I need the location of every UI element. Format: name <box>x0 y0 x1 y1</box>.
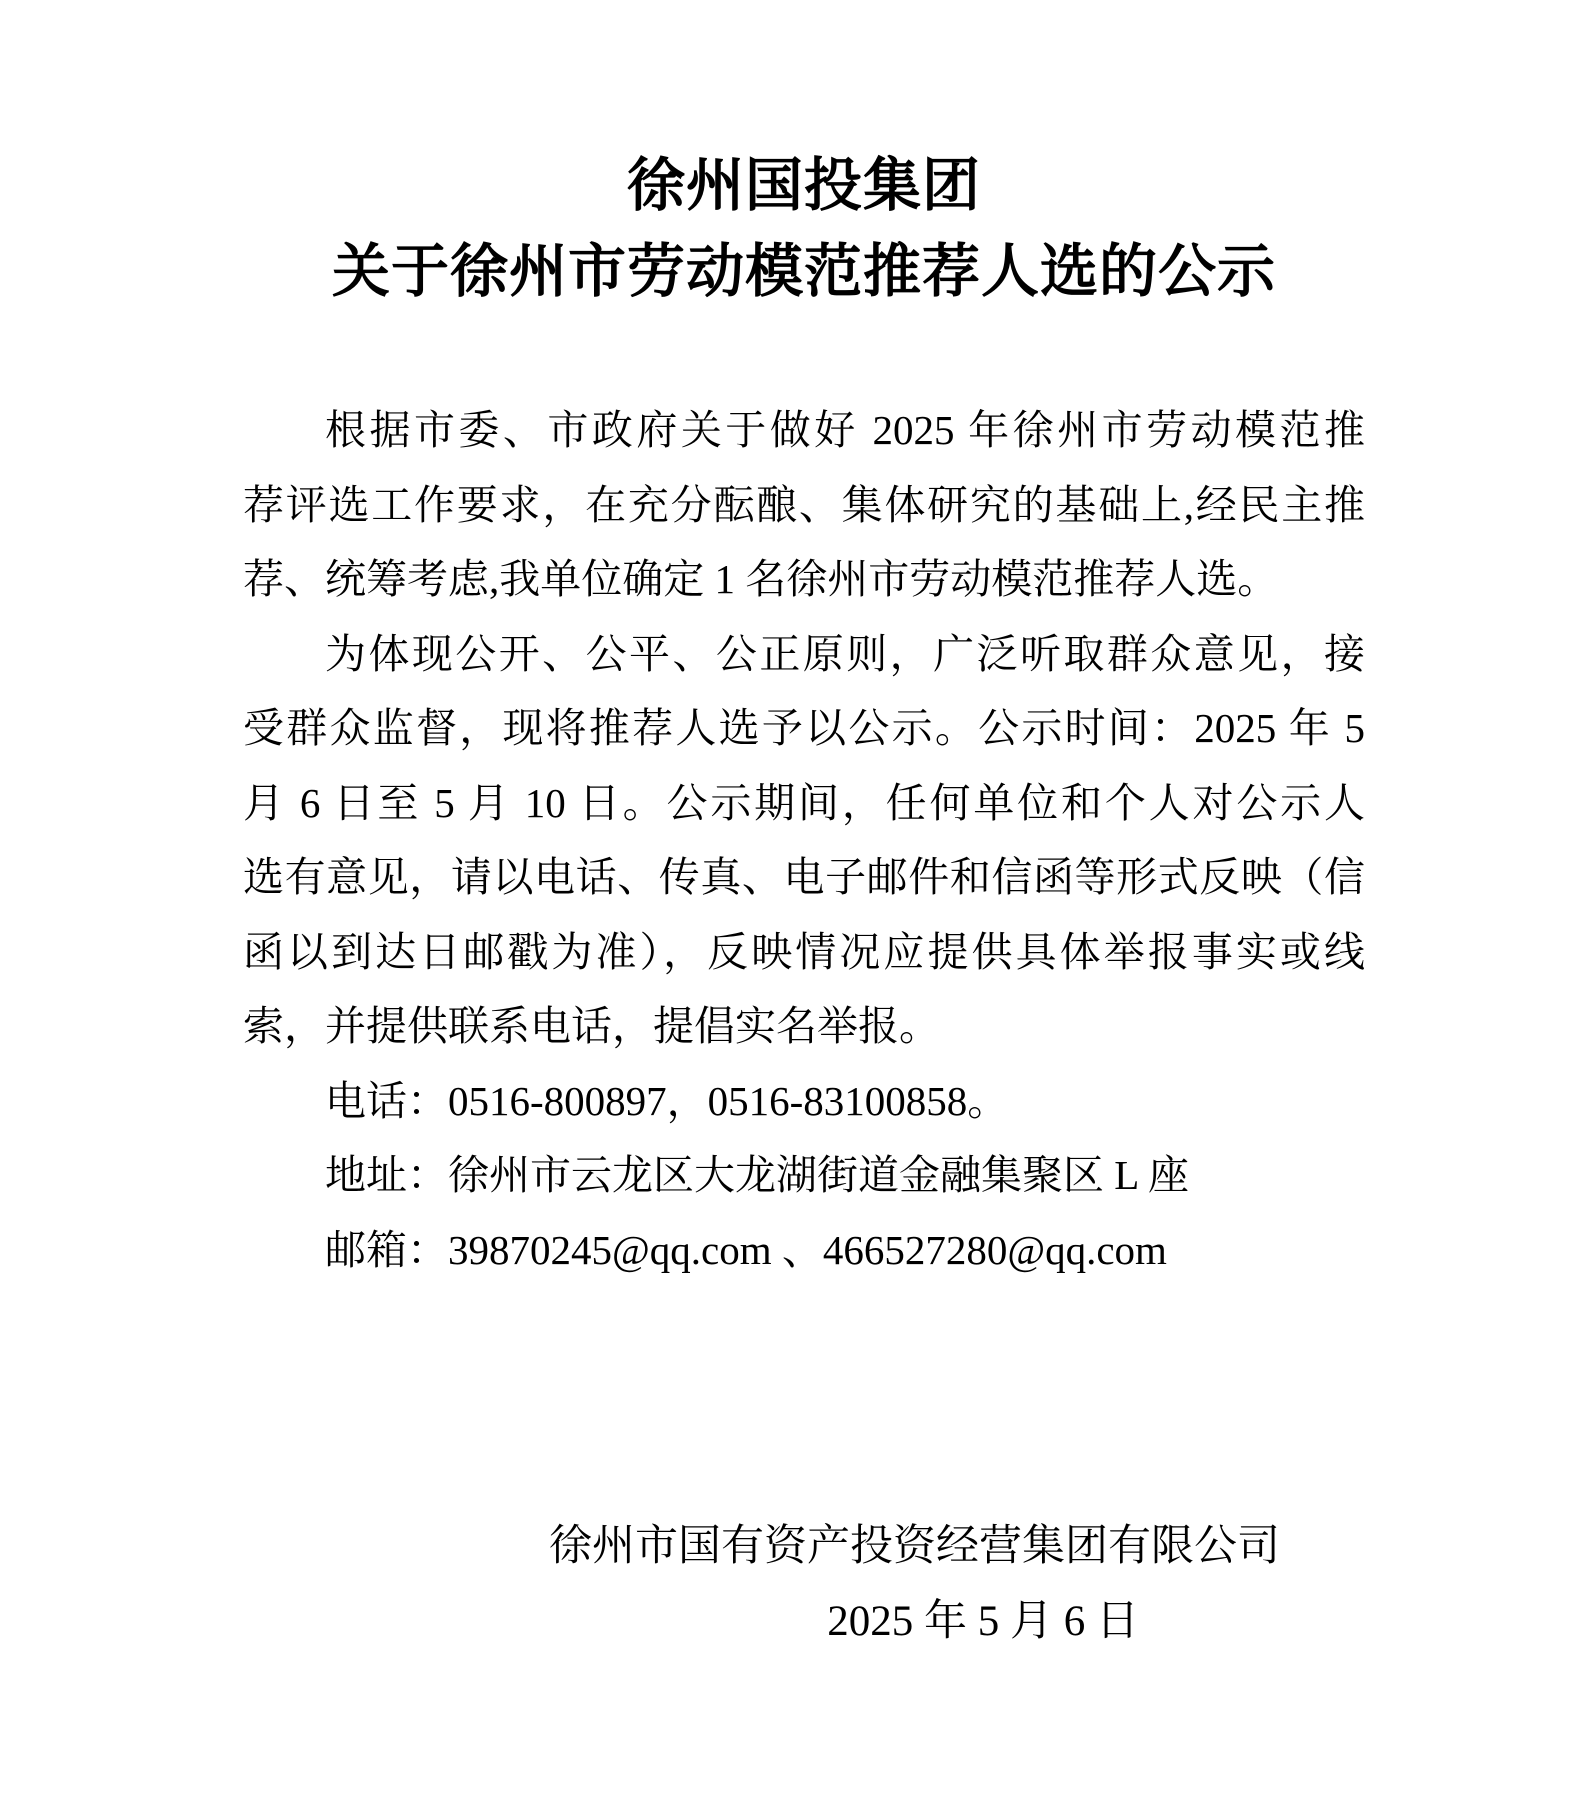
title-line-org: 徐州国投集团 <box>626 153 981 218</box>
body-line-9: 索，并提供联系电话，提倡实名举报。 <box>243 1003 940 1049</box>
body-line-2: 荐评选工作要求，在充分酝酿、集体研究的基础上,经民主推 <box>243 481 1365 528</box>
document-body <box>243 393 1365 1659</box>
body-line-4: 为体现公开、公平、公正原则，广泛听取群众意见，接 <box>325 630 1365 677</box>
title-line-subject: 关于徐州市劳动模范推荐人选的公示 <box>331 239 1276 304</box>
body-line-7: 选有意见，请以电话、传真、电子邮件和信函等形式反映（信 <box>243 854 1365 900</box>
body-line-8: 函以到达日邮戳为准），反映情况应提供具体举报事实或线 <box>243 928 1365 975</box>
address-line: 地址：徐州市云龙区大龙湖街道金融集聚区 L 座 <box>325 1152 1190 1198</box>
body-line-6: 月 6 日至 5 月 10 日。公示期间，任何单位和个人对公示人 <box>243 779 1365 826</box>
body-line-1: 根据市委、市政府关于做好 2025 年徐州市劳动模范推 <box>325 407 1365 453</box>
date-line: 2025 年 5 月 6 日 <box>827 1597 1139 1645</box>
phone-line: 电话：0516-800897，0516-83100858。 <box>325 1077 1009 1124</box>
signature-line: 徐州市国有资产投资经营集团有限公司 <box>549 1523 1280 1570</box>
body-line-5: 受群众监督，现将推荐人选予以公示。公示时间：2025 年 5 <box>243 705 1365 751</box>
body-line-3: 荐、统筹考虑,我单位确定 1 名徐州市劳动模范推荐人选。 <box>243 556 1279 602</box>
email-line: 邮箱：39870245@qq.com 、466527280@qq.com <box>325 1226 1167 1273</box>
document-title <box>243 143 1365 315</box>
